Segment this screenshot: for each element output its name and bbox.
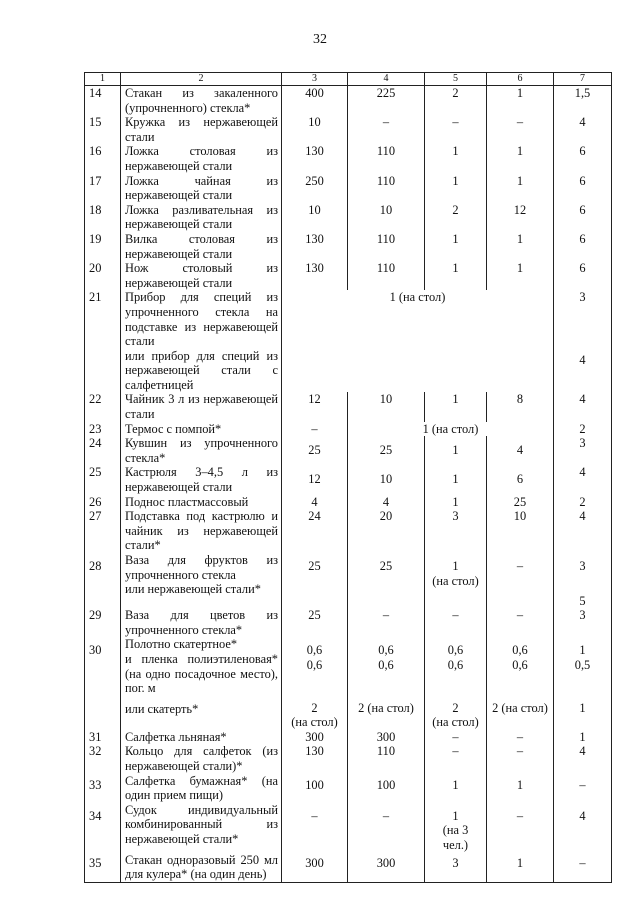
row-number: 20 bbox=[85, 261, 121, 290]
col-3-value: 25 bbox=[282, 553, 348, 608]
table-row bbox=[85, 144, 612, 173]
col-3-value-film: 0,6 bbox=[306, 657, 323, 672]
col-4-value: 10 bbox=[348, 203, 425, 232]
col-5-value-note: (на 3 bbox=[442, 823, 469, 838]
col-5-value: 1 bbox=[425, 465, 487, 494]
col-5-value: 3 bbox=[425, 853, 487, 883]
header-col-1: 1 bbox=[85, 73, 121, 86]
col-3-value: – bbox=[282, 803, 348, 853]
col-4-value bbox=[348, 637, 425, 729]
item-name-alternative-2: или скатерть* bbox=[125, 701, 199, 716]
col-4-value: 110 bbox=[348, 261, 425, 290]
item-name: Судок индивидуальный комбинированный из нержавеющей стали* bbox=[121, 803, 282, 853]
col-6-value: – bbox=[487, 744, 554, 773]
col-4-value-main: 0,6 bbox=[378, 643, 394, 658]
col-7-value: 6 bbox=[554, 261, 612, 290]
col-7-value bbox=[554, 290, 612, 392]
col-6-value: 1 bbox=[487, 144, 554, 173]
item-name bbox=[121, 290, 282, 392]
item-name: Кружка из нержавеющей стали bbox=[121, 115, 282, 144]
col-6-value bbox=[487, 637, 554, 729]
row-number: 32 bbox=[85, 744, 121, 773]
col-7-value: 6 bbox=[554, 144, 612, 173]
col-4-value: 110 bbox=[348, 744, 425, 773]
col-3-value: 400 bbox=[282, 86, 348, 116]
item-name: Ложка разливательная из нержавеющей стали bbox=[121, 203, 282, 232]
item-name: Термос с помпой* bbox=[121, 422, 282, 437]
col-7-value-film: 0,5 bbox=[574, 657, 591, 672]
table-row bbox=[85, 436, 612, 465]
item-name-alternative: или прибор для специй из нержавеющей стали с салфетницей bbox=[125, 348, 278, 392]
row-number: 30 bbox=[85, 637, 121, 729]
col-6-value: – bbox=[487, 608, 554, 637]
col-5-value: 1 bbox=[425, 261, 487, 290]
col-3-value: 250 bbox=[282, 174, 348, 203]
col-4-value: 300 bbox=[348, 853, 425, 883]
row-number: 23 bbox=[85, 422, 121, 437]
item-name: Нож столовый из нержавеющей стали bbox=[121, 261, 282, 290]
col-5-value-note: (на стол) bbox=[432, 715, 479, 730]
col-7-value: – bbox=[554, 774, 612, 803]
item-name: Стакан из закаленного (упрочненного) стекла* bbox=[121, 86, 282, 116]
row-number: 27 bbox=[85, 509, 121, 553]
header-col-5: 5 bbox=[425, 73, 487, 86]
row-number: 15 bbox=[85, 115, 121, 144]
col-5-value-film: 0,6 bbox=[447, 657, 464, 672]
col-3-value: 12 bbox=[282, 392, 348, 421]
col-5-value: 1 bbox=[425, 174, 487, 203]
col-4-value: 225 bbox=[348, 86, 425, 116]
item-name-main: Прибор для специй из упрочненного стекла на подставке из нержавеющей стали bbox=[125, 290, 278, 349]
table-row bbox=[85, 290, 612, 392]
col-6-value: – bbox=[487, 553, 554, 608]
item-name-main: Ваза для фруктов из упрочненного стекла bbox=[125, 553, 278, 582]
row-number: 25 bbox=[85, 465, 121, 494]
col-6-value: 25 bbox=[487, 495, 554, 510]
col-5-value: 2 bbox=[425, 86, 487, 116]
item-name: Салфетка льняная* bbox=[121, 730, 282, 745]
item-name: Стакан одноразовый 250 мл для кулера* (на один день) bbox=[121, 853, 282, 883]
col-3-value-main: 0,6 bbox=[306, 643, 323, 658]
item-name: Кувшин из упрочненного стекла* bbox=[121, 436, 282, 465]
col-7-value-tablecloth: 1 bbox=[579, 700, 586, 715]
row-number: 26 bbox=[85, 495, 121, 510]
col-6-value-tablecloth: 2 (на стол) bbox=[492, 700, 548, 715]
col-7-value: 4 bbox=[554, 744, 612, 773]
row-number: 28 bbox=[85, 553, 121, 608]
col-4-value: 25 bbox=[348, 436, 425, 465]
col-5-value: 2 bbox=[425, 203, 487, 232]
item-name: Поднос пластмассовый bbox=[121, 495, 282, 510]
table-row bbox=[85, 608, 612, 637]
table-row bbox=[85, 422, 612, 437]
col-4-value: 25 bbox=[348, 553, 425, 608]
table-row bbox=[85, 553, 612, 608]
col-5-value-main: 1 bbox=[452, 559, 459, 573]
col-6-value: 12 bbox=[487, 203, 554, 232]
item-name bbox=[121, 553, 282, 608]
col-4-value: – bbox=[348, 803, 425, 853]
col-3-value: 10 bbox=[282, 203, 348, 232]
col-4-value: 10 bbox=[348, 392, 425, 421]
col-6-value: 1 bbox=[487, 174, 554, 203]
col-3-value-note: (на стол) bbox=[291, 715, 338, 730]
col-5-value: 1 bbox=[425, 436, 487, 465]
item-name-alternative: или нержавеющей стали* bbox=[125, 582, 261, 597]
table-row bbox=[85, 803, 612, 853]
item-name bbox=[121, 637, 282, 729]
col-6-value: 6 bbox=[487, 465, 554, 494]
col-5-value-note-2: чел.) bbox=[442, 837, 469, 852]
col-5-value: 1 bbox=[425, 495, 487, 510]
col-3-value: 10 bbox=[282, 115, 348, 144]
header-col-7: 7 bbox=[554, 73, 612, 86]
table-row bbox=[85, 392, 612, 421]
col-6-value: 1 bbox=[487, 232, 554, 261]
col-3-value: 100 bbox=[282, 774, 348, 803]
col-6-value: 1 bbox=[487, 261, 554, 290]
col-3-value: 130 bbox=[282, 144, 348, 173]
col-4-value: – bbox=[348, 115, 425, 144]
col-5-value: 3 bbox=[425, 509, 487, 553]
page-number: 32 bbox=[313, 32, 327, 47]
col-7-value: – bbox=[554, 853, 612, 883]
col-4-value-film: 0,6 bbox=[378, 657, 394, 672]
col-7-value: 2 bbox=[554, 422, 612, 437]
col-7-value: 6 bbox=[554, 232, 612, 261]
item-name: Ложка чайная из нержавеющей стали bbox=[121, 174, 282, 203]
col-3-value: – bbox=[282, 422, 348, 437]
col-7-value: 2 bbox=[554, 495, 612, 510]
col-5-value-tablecloth: 2 bbox=[452, 700, 459, 715]
table-row bbox=[85, 86, 612, 116]
table-row bbox=[85, 174, 612, 203]
col-7-value: 4 bbox=[554, 465, 612, 494]
header-col-3: 3 bbox=[282, 73, 348, 86]
col-4-value: 300 bbox=[348, 730, 425, 745]
row-number: 21 bbox=[85, 290, 121, 392]
table-row bbox=[85, 495, 612, 510]
col-7-value: 6 bbox=[554, 203, 612, 232]
table-row bbox=[85, 261, 612, 290]
col-7-value bbox=[554, 637, 612, 729]
item-name: Салфетка бумажная* (на один прием пищи) bbox=[121, 774, 282, 803]
col-5-value: 1 bbox=[425, 774, 487, 803]
col-3-value: 130 bbox=[282, 232, 348, 261]
col-4-value: 10 bbox=[348, 465, 425, 494]
col-7-value-alternative: 5 bbox=[579, 593, 586, 608]
table-row bbox=[85, 232, 612, 261]
col-6-value: 1 bbox=[487, 774, 554, 803]
row-number: 14 bbox=[85, 86, 121, 116]
col-5-value: – bbox=[425, 730, 487, 745]
table-row bbox=[85, 509, 612, 553]
col-7-value: 4 bbox=[554, 115, 612, 144]
col-6-value-main: 0,6 bbox=[512, 643, 528, 658]
row-number: 18 bbox=[85, 203, 121, 232]
col-6-value: 4 bbox=[487, 436, 554, 465]
header-col-6: 6 bbox=[487, 73, 554, 86]
col-6-value: 8 bbox=[487, 392, 554, 421]
item-name-alternative: и пленка полиэтиленовая* (на одно посадочное место), пог. м bbox=[125, 651, 278, 696]
col-5-value-main: 1 bbox=[452, 808, 459, 823]
col-5-value-main: 0,6 bbox=[447, 643, 464, 658]
col-3-value: 24 bbox=[282, 509, 348, 553]
col-3-value: 25 bbox=[282, 608, 348, 637]
col-5-value-note: (на стол) bbox=[432, 573, 479, 588]
table-header-row bbox=[85, 73, 612, 86]
col-3-value: 25 bbox=[282, 436, 348, 465]
row-number: 34 bbox=[85, 803, 121, 853]
col-7-value: 1 bbox=[554, 730, 612, 745]
header-col-4: 4 bbox=[348, 73, 425, 86]
col-6-value: 1 bbox=[487, 86, 554, 116]
col-5-value: – bbox=[425, 608, 487, 637]
col-6-value: – bbox=[487, 115, 554, 144]
item-name: Чайник 3 л из нержавеющей стали bbox=[121, 392, 282, 421]
item-name: Ложка столовая из нержавеющей стали bbox=[121, 144, 282, 173]
col-3-value: 130 bbox=[282, 744, 348, 773]
row-number: 17 bbox=[85, 174, 121, 203]
row-number: 29 bbox=[85, 608, 121, 637]
col-7-value: 4 bbox=[554, 392, 612, 421]
col-4-value: 20 bbox=[348, 509, 425, 553]
col-5-value bbox=[425, 553, 487, 608]
col-3-value: 300 bbox=[282, 853, 348, 883]
equipment-table bbox=[84, 72, 612, 883]
col-4-value: 110 bbox=[348, 144, 425, 173]
col-7-value-main: 3 bbox=[579, 290, 586, 305]
item-name: Вилка столовая из нержавеющей стали bbox=[121, 232, 282, 261]
col-4-value: 4 bbox=[348, 495, 425, 510]
table-row bbox=[85, 853, 612, 883]
col-6-value: – bbox=[487, 730, 554, 745]
col-7-value: 4 bbox=[554, 509, 612, 553]
row-number: 35 bbox=[85, 853, 121, 883]
col-6-value: – bbox=[487, 803, 554, 853]
col-3-value: 300 bbox=[282, 730, 348, 745]
table-row bbox=[85, 115, 612, 144]
col-4-value: 110 bbox=[348, 174, 425, 203]
table-row bbox=[85, 730, 612, 745]
row-number: 19 bbox=[85, 232, 121, 261]
col-7-value: 1,5 bbox=[554, 86, 612, 116]
col-7-value-alternative: 4 bbox=[579, 352, 586, 367]
item-name: Подставка под кастрюлю и чайник из нержавеющей стали* bbox=[121, 509, 282, 553]
item-name-main: Полотно скатертное* bbox=[125, 637, 238, 652]
col-7-value-main: 1 bbox=[579, 643, 586, 658]
col-5-value: – bbox=[425, 115, 487, 144]
col-5-value: 1 bbox=[425, 232, 487, 261]
col-7-value: 3 bbox=[554, 608, 612, 637]
table-row bbox=[85, 744, 612, 773]
col-4-value-tablecloth: 2 (на стол) bbox=[358, 700, 414, 715]
table-row bbox=[85, 465, 612, 494]
item-name: Кастрюля 3–4,5 л из нержавеющей стали bbox=[121, 465, 282, 494]
row-number: 33 bbox=[85, 774, 121, 803]
row-number: 16 bbox=[85, 144, 121, 173]
table-row bbox=[85, 203, 612, 232]
row-number: 31 bbox=[85, 730, 121, 745]
col-7-value: 6 bbox=[554, 174, 612, 203]
col-4-value: 100 bbox=[348, 774, 425, 803]
col-7-value-main: 3 bbox=[579, 559, 586, 573]
col-4-value: 110 bbox=[348, 232, 425, 261]
item-name: Кольцо для салфеток (из нержавеющей стали)* bbox=[121, 744, 282, 773]
col-6-value: 10 bbox=[487, 509, 554, 553]
shared-value: 1 (на стол) bbox=[282, 290, 554, 392]
col-6-value-film: 0,6 bbox=[512, 657, 528, 672]
table-row bbox=[85, 637, 612, 729]
col-4-value: – bbox=[348, 608, 425, 637]
col-3-value: 130 bbox=[282, 261, 348, 290]
col-7-value: 3 bbox=[554, 436, 612, 465]
col-7-value bbox=[554, 553, 612, 608]
col-3-value-tablecloth: 2 bbox=[311, 700, 318, 715]
col-5-value: – bbox=[425, 744, 487, 773]
col-3-value: 4 bbox=[282, 495, 348, 510]
item-name: Ваза для цветов из упрочненного стекла* bbox=[121, 608, 282, 637]
header-col-2: 2 bbox=[121, 73, 282, 86]
col-5-value: 1 bbox=[425, 144, 487, 173]
col-5-value bbox=[425, 637, 487, 729]
col-3-value bbox=[282, 637, 348, 729]
col-5-value bbox=[425, 803, 487, 853]
col-6-value: 1 bbox=[487, 853, 554, 883]
col-3-value: 12 bbox=[282, 465, 348, 494]
table-row bbox=[85, 774, 612, 803]
col-5-value: 1 bbox=[425, 392, 487, 421]
shared-value: 1 (на стол) bbox=[348, 422, 554, 437]
row-number: 22 bbox=[85, 392, 121, 421]
col-7-value: 4 bbox=[554, 803, 612, 853]
row-number: 24 bbox=[85, 436, 121, 465]
